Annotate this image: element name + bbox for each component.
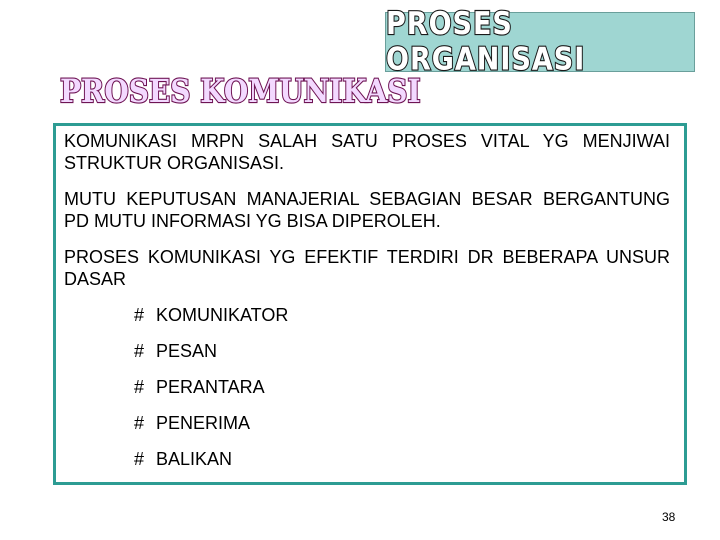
list-item-label: KOMUNIKATOR [156, 305, 289, 325]
hash-bullet: # [134, 341, 145, 361]
list-item [134, 412, 670, 448]
list-item-label: PERANTARA [156, 377, 265, 397]
list-item [134, 448, 670, 484]
section-heading: PROSES KOMUNIKASI [60, 73, 421, 110]
list-item-label: PESAN [156, 341, 218, 361]
page-number: 38 [662, 510, 676, 524]
list-item [134, 304, 670, 340]
paragraph-2: MUTU KEPUTUSAN MANAJERIAL SEBAGIAN BESAR BERGANTUNG PD MUTU INFORMASI YG BISA DIPEROLEH. [64, 189, 670, 231]
list-item-label: PENERIMA [156, 413, 251, 433]
hash-bullet: # [134, 449, 145, 469]
content-panel [53, 123, 687, 485]
list-item [134, 340, 670, 376]
paragraph-1: KOMUNIKASI MRPN SALAH SATU PROSES VITAL YG MENJIWAI STRUKTUR ORGANISASI. [64, 131, 670, 173]
hash-bullet: # [134, 305, 145, 325]
page-title: PROSES ORGANISASI [386, 6, 586, 78]
hash-bullet: # [134, 413, 145, 433]
list-item [134, 376, 670, 412]
title-banner [385, 6, 695, 78]
element-list [64, 304, 670, 484]
paragraph-3: PROSES KOMUNIKASI YG EFEKTIF TERDIRI DR BEBERAPA UNSUR DASAR [64, 247, 670, 289]
hash-bullet: # [134, 377, 145, 397]
list-item-label: BALIKAN [156, 449, 233, 469]
